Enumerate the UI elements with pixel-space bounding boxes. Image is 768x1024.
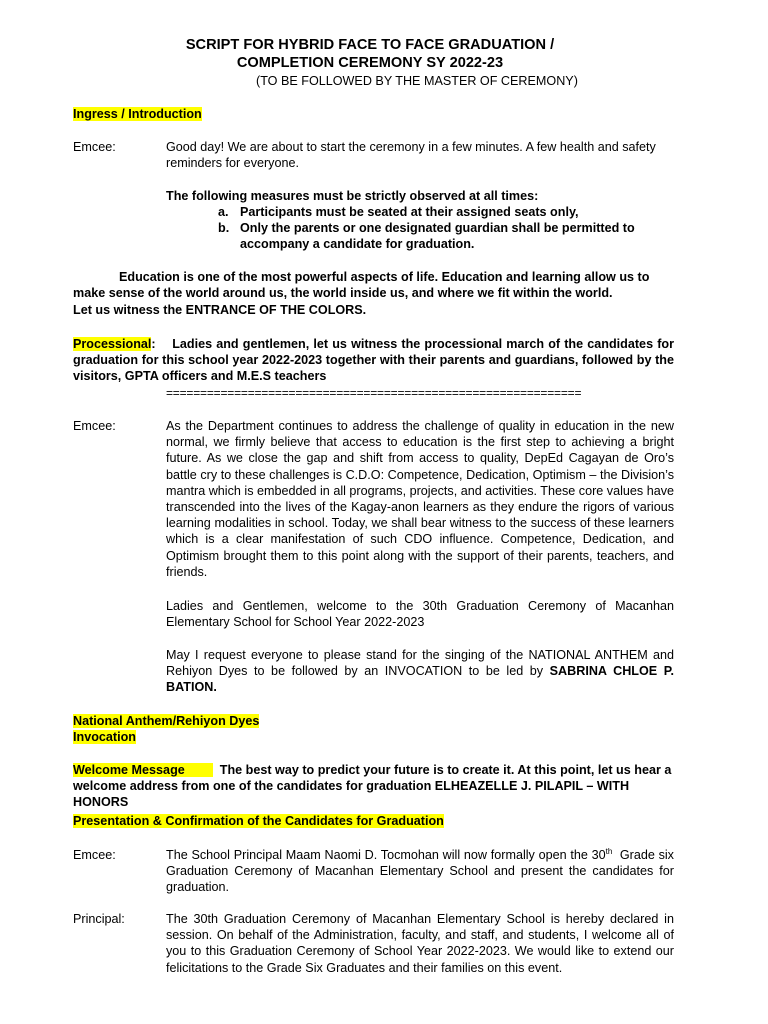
colors-line: Let us witness the ENTRANCE OF THE COLORS. [73,303,367,317]
welcome-paragraph [73,762,674,811]
section-anthem-label: National Anthem/Rehiyon Dyes [73,714,260,728]
emcee-3-text-a: The School Principal Maam Naomi D. Tocmohan will now formally open the 30 [166,848,606,862]
measure-item-b [166,220,674,252]
separator-line: ============================================================= [166,386,582,400]
measure-b-text: Only the parents or one designated guardian shall be permitted to accompany a candidate for graduation. [240,221,635,252]
subtitle: (TO BE FOLLOWED BY THE MASTER OF CEREMONY) [256,74,578,88]
section-welcome-label: Welcome Message [73,763,213,777]
section-presentation-label: Presentation & Confirmation of the Candidates for Graduation [73,814,444,828]
emcee-2-paragraph-1: As the Department continues to address the challenge of quality in education in the new normal, we firmly believe that access to education is the first step to achieving a bright future. As we close the gap and shift from access to quality, DepEd Cagayan de Oro’s battle cry to these challenges is C.D.O: Competence, Dedication, Optimism – the Division’s mantra which is embedded in all programs, projects, and activities. These core values have transcended into the lives of the Kagay-anon learners as they endure the rigors of various learning modalities in school. Today, we shall bear witness to the success of these learners which is a clear manifestation of such CDO influence. Competence, Dedication, and Optimism brought them to this point along with the support of their parents, teachers, and friends. [166,419,674,579]
emcee-3-ordinal: th [605,846,613,856]
title-line-2: COMPLETION CEREMONY SY 2022-23 [236,55,504,71]
measure-a-text: Participants must be seated at their assigned seats only, [240,205,579,219]
principal-paragraph: The 30th Graduation Ceremony of Macanhan Elementary School is hereby declared in session. On behalf of the Administration, faculty, and staff, and students, I welcome all of you to this Graduation Ceremony of School Year 2022-2023. We would like to extend our felicitations to the Grade Six Graduates and their families on this event. [166,912,674,975]
processional-colon: : [151,337,156,351]
section-invocation [73,729,136,745]
measure-a-marker: a. [218,205,229,219]
welcome-text: The best way to predict your future is to create it. At this point, let us hear a welcome address from one of the candidates for graduation ELHEAZELLE J. PILAPIL – WITH HONORS [73,763,672,810]
emcee-2-paragraph-2: Ladies and Gentlemen, welcome to the 30th Graduation Ceremony of Macanhan Elementary School for School Year 2022-2023 [166,599,674,630]
measures-intro: The following measures must be strictly observed at all times: [166,189,539,203]
section-presentation [73,813,444,829]
emcee-2-paragraph-3-text: May I request everyone to please stand for the singing of the NATIONAL ANTHEM and Rehiyon Dyes to be followed by an INVOCATION to be led by [166,648,674,679]
emcee-1-greeting: Good day! We are about to start the ceremony in a few minutes. A few health and safety reminders for everyone. [166,140,656,171]
speaker-label-emcee-1: Emcee: [73,140,116,154]
emcee-3-paragraph [166,847,674,896]
speaker-label-emcee-3: Emcee: [73,848,116,862]
section-ingress-label: Ingress / Introduction [73,107,202,121]
speaker-label-principal: Principal: [73,912,125,926]
invocation-leader-name: SABRINA CHLOE P. BATION. [166,664,675,695]
processional-paragraph [73,336,674,385]
emcee-3-text-b: Grade six Graduation Ceremony of Macanhan Elementary School and present the candidates for graduation. [166,848,674,895]
measures-list [166,204,674,253]
emcee-2-paragraph-3 [166,647,674,696]
section-ingress [73,106,202,122]
measure-item-a [166,204,674,220]
education-paragraph: Education is one of the most powerful aspects of life. Education and learning allow us to make sense of the world around us, the world inside us, and where we fit within the world. [73,270,650,301]
processional-text: Ladies and gentlemen, let us witness the processional march of the candidates for graduation for this school year 2022-2023 together with their parents and guardians, followed by the visitors, GPTA officers and M.E.S teachers [73,337,674,384]
section-invocation-label: Invocation [73,730,136,744]
measure-b-marker: b. [218,221,230,236]
title-line-1: SCRIPT FOR HYBRID FACE TO FACE GRADUATION / [185,37,555,53]
section-processional-label: Processional [73,337,152,351]
speaker-label-emcee-2: Emcee: [73,419,116,433]
section-anthem [73,713,259,729]
